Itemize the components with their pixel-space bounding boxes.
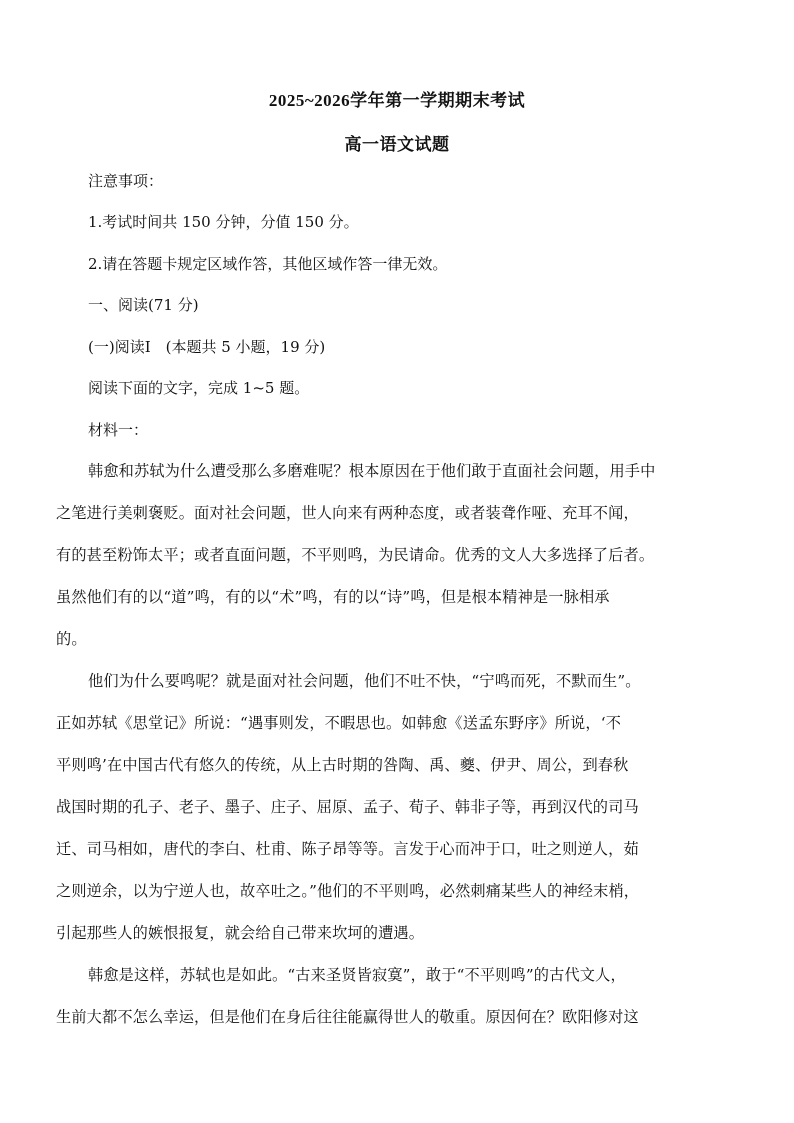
section-subheading: (一)阅读Ⅰ (本题共 5 小题，19 分) (88, 338, 326, 356)
paragraph-line: 韩愈和苏轼为什么遭受那么多磨难呢？根本原因在于他们敢于直面社会问题，用手中 (88, 462, 656, 480)
paragraph-line: 生前大都不怎么幸运，但是他们在身后往往能赢得世人的敬重。原因何在？欧阳修对这 (56, 1008, 639, 1026)
paragraph-line: 引起那些人的嫉恨报复，就会给自己带来坎坷的遭遇。 (56, 924, 425, 942)
paragraph-line: 韩愈是这样，苏轼也是如此。“古来圣贤皆寂寞”，敢于“不平则鸣”的古代文人， (88, 966, 626, 984)
paragraph-line: 平则鸣’在中国古代有悠久的传统，从上古时期的咎陶、禹、夔、伊尹、周公，到春秋 (56, 756, 629, 774)
paragraph-line: 的。 (56, 630, 87, 648)
reading-instruction: 阅读下面的文字，完成 1~5 题。 (88, 379, 310, 397)
paragraph-line: 虽然他们有的以“道”鸣，有的以“术”鸣，有的以“诗”鸣，但是根本精神是一脉相承 (56, 588, 610, 606)
paragraph-line: 之则逆余，以为宁逆人也，故卒吐之。”他们的不平则鸣，必然刺痛某些人的神经末梢， (56, 882, 640, 900)
note-item-2: 2.请在答题卡规定区域作答，其他区域作答一律无效。 (88, 255, 448, 273)
paragraph-line: 他们为什么要鸣呢？就是面对社会问题，他们不吐不快，“宁鸣而死，不默而生”。 (88, 672, 641, 690)
paragraph-line: 战国时期的孔子、老子、墨子、庄子、屈原、孟子、荀子、韩非子等，再到汉代的司马 (56, 798, 639, 816)
note-item-1: 1.考试时间共 150 分钟，分值 150 分。 (88, 213, 359, 231)
exam-title: 2025~2026学年第一学期期末考试 (268, 91, 526, 110)
paragraph-line: 迁、司马相如，唐代的李白、杜甫、陈子昂等等。言发于心而冲于口，吐之则逆人，茹 (56, 840, 639, 858)
exam-subtitle: 高一语文试题 (344, 135, 450, 154)
notes-heading: 注意事项： (88, 172, 164, 190)
section-heading: 一、阅读(71 分) (88, 296, 199, 314)
paragraph-line: 有的甚至粉饰太平；或者直面问题，不平则鸣，为民请命。优秀的文人大多选择了后者。 (56, 546, 655, 564)
paragraph-line: 之笔进行美刺褒贬。面对社会问题，世人向来有两种态度，或者装聋作哑、充耳不闻， (56, 504, 639, 522)
material-label: 材料一： (88, 421, 149, 439)
paragraph-line: 正如苏轼《思堂记》所说：“遇事则发，不暇思也。如韩愈《送孟东野序》所说，‘不 (56, 714, 622, 732)
